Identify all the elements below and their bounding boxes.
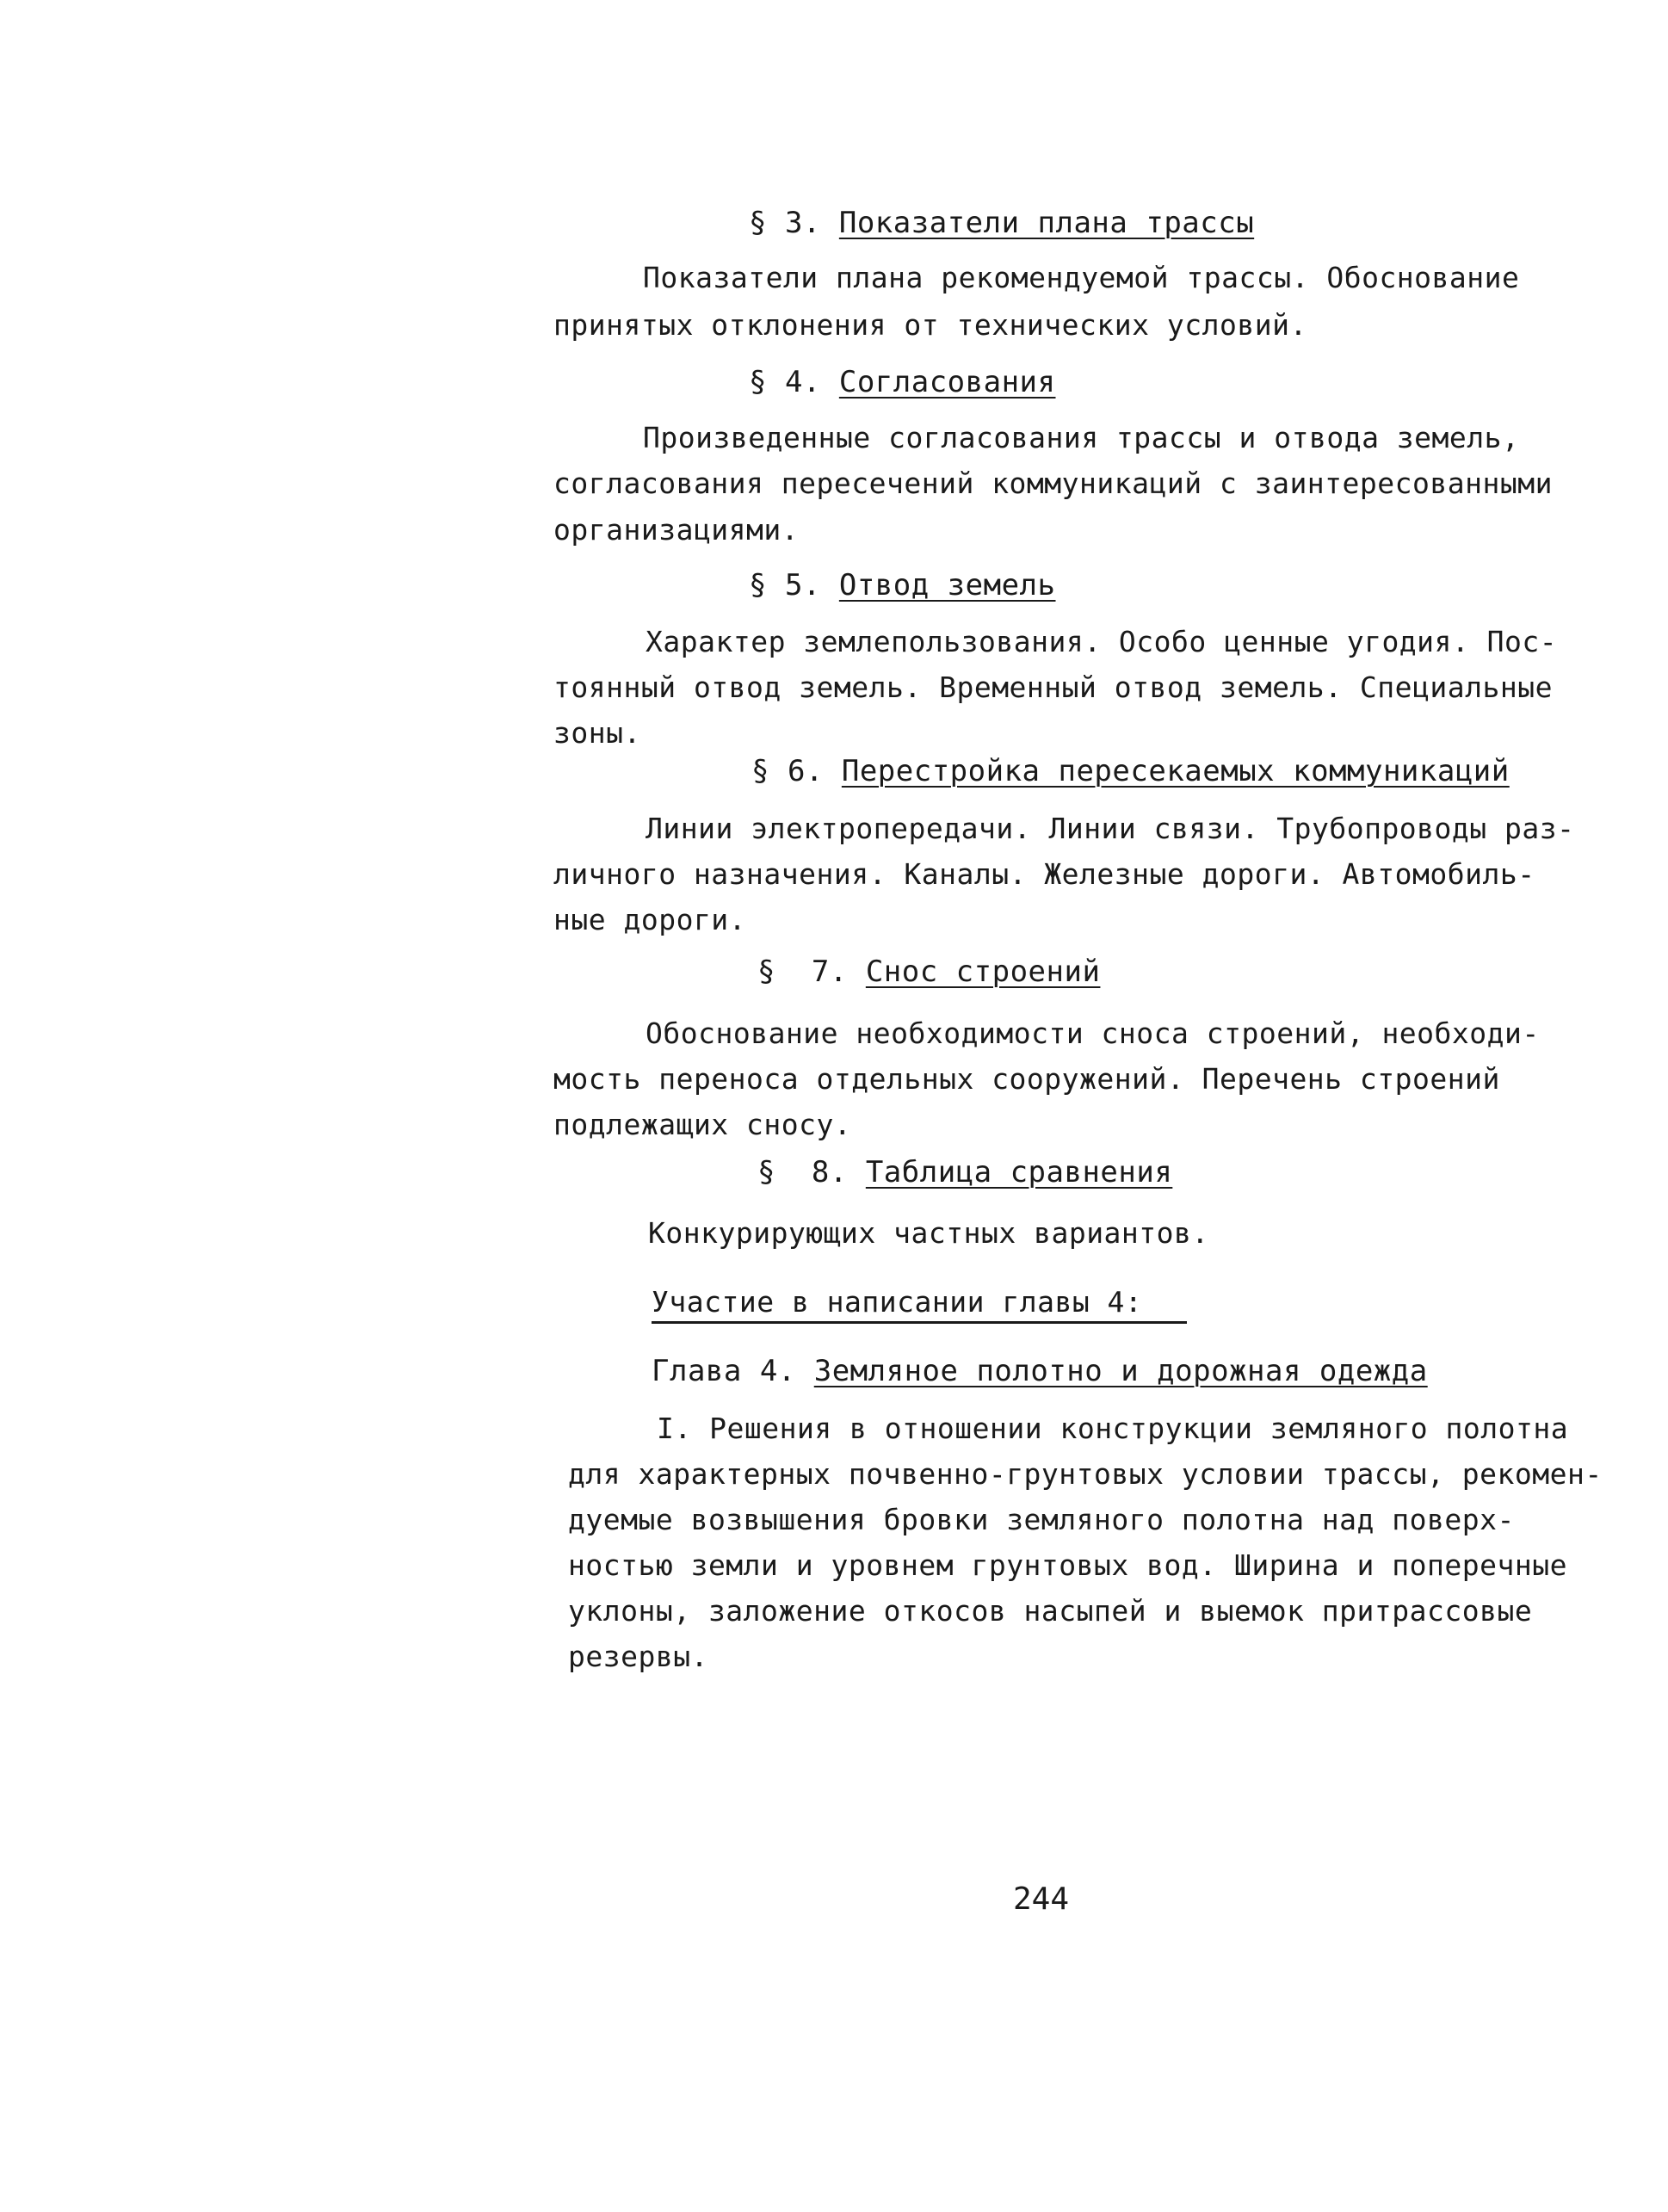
section-prefix: § 3. xyxy=(749,206,839,240)
section-prefix: § 7. xyxy=(757,955,866,989)
body-line: резервы. xyxy=(568,1640,708,1673)
chapter-prefix: Глава 4. xyxy=(652,1354,814,1388)
section-title: Перестройка пересекаемых коммуникаций xyxy=(841,754,1510,788)
section-heading xyxy=(749,201,1254,245)
section-heading xyxy=(751,749,1510,794)
chapter-heading xyxy=(652,1349,1428,1393)
chapter-title: Земляное полотно и дорожная одежда xyxy=(813,1354,1428,1388)
section-title: Таблица сравнения xyxy=(865,1155,1173,1189)
body-line: Произведенные согласования трассы и отвода земель, xyxy=(643,421,1520,454)
section-title: Снос строений xyxy=(865,955,1101,989)
body-line: зоны. xyxy=(553,716,641,750)
body-line: личного назначения. Каналы. Железные дороги. Автомобиль- xyxy=(553,857,1535,891)
participation-label: Участие в написании главы 4: xyxy=(652,1285,1143,1319)
section-prefix: § 4. xyxy=(749,365,839,399)
section-title: Отвод земель xyxy=(838,568,1056,602)
body-line: подлежащих сносу. xyxy=(553,1108,852,1141)
section-heading xyxy=(757,1150,1172,1195)
section-title: Согласования xyxy=(838,365,1056,399)
body-line: организациями. xyxy=(553,513,800,547)
body-line: Показатели плана рекомендуемой трассы. Обоснование xyxy=(643,261,1520,294)
body-line: Конкурирующих частных вариантов. xyxy=(648,1216,1209,1250)
body-line: уклоны, заложение откосов насыпей и выемок притрассовые xyxy=(568,1594,1533,1628)
body-line: согласования пересечений коммуникаций с заинтересованными xyxy=(553,466,1553,500)
body-line: принятых отклонения от технических условий. xyxy=(553,308,1307,342)
body-line: Характер землепользования. Особо ценные угодия. Пос- xyxy=(646,625,1558,658)
section-title: Показатели плана трассы xyxy=(838,206,1255,240)
underline-rule xyxy=(652,1321,1187,1324)
section-heading xyxy=(749,563,1056,608)
section-prefix: § 8. xyxy=(757,1155,866,1189)
page-number: 244 xyxy=(1013,1881,1070,1917)
body-line: для характерных почвенно-грунтовых условии трассы, рекомен- xyxy=(568,1457,1603,1491)
body-line: ностью земли и уровнем грунтовых вод. Ширина и поперечные xyxy=(568,1548,1567,1582)
body-line: ные дороги. xyxy=(553,903,747,936)
section-prefix: § 5. xyxy=(749,568,839,602)
body-line: I. Решения в отношении конструкции земляного полотна xyxy=(657,1412,1569,1445)
section-heading xyxy=(749,360,1056,405)
body-line: Линии электропередачи. Линии связи. Трубопроводы раз- xyxy=(646,812,1575,845)
section-heading xyxy=(757,949,1100,994)
body-line: Обоснование необходимости сноса строений, необходи- xyxy=(646,1016,1540,1050)
body-line: мость переноса отдельных сооружений. Перечень строений xyxy=(553,1062,1500,1096)
section-prefix: § 6. xyxy=(751,754,842,788)
body-line: тоянный отвод земель. Временный отвод земель. Специальные xyxy=(553,670,1553,704)
body-line: дуемые возвышения бровки земляного полотна над поверх- xyxy=(568,1503,1515,1536)
